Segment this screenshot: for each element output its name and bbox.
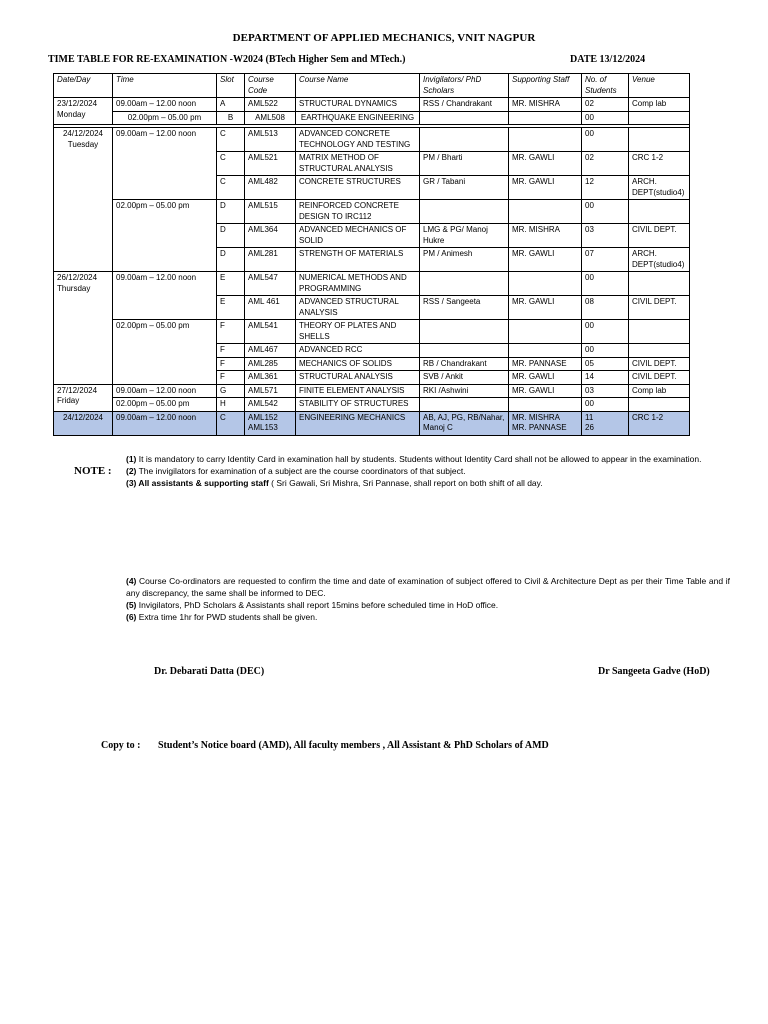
staff-cell: MR. GAWLI: [509, 176, 582, 200]
venue-cell: [629, 344, 690, 358]
course-name-cell: MATRIX METHOD OF STRUCTURAL ANALYSIS: [296, 152, 420, 176]
table-row: [54, 384, 690, 398]
note-1: (1) It is mandatory to carry Identity Card in examination hall by students. Students without Identity Card shall not be allowed to appear in the examination.: [126, 454, 702, 464]
invigilator-cell: [420, 128, 509, 152]
invigilator-cell: [420, 344, 509, 358]
table-row: [54, 128, 690, 152]
code-cell: AML482: [245, 176, 296, 200]
note-label: NOTE :: [74, 465, 112, 477]
notes-section-1: [126, 453, 730, 489]
staff-cell: [509, 200, 582, 224]
course-name-cell: ENGINEERING MECHANICS: [296, 411, 420, 435]
students-cell: 03: [582, 224, 629, 248]
time-cell: 09.00am – 12.00 noon: [113, 272, 217, 320]
slot-cell: F: [217, 320, 245, 344]
students-cell: 14: [582, 371, 629, 385]
invigilator-cell: [420, 111, 509, 125]
signature-hod: Dr Sangeeta Gadve (HoD): [598, 666, 710, 677]
header-time: Time: [113, 74, 217, 98]
venue-cell: [629, 398, 690, 412]
students-cell: 02: [582, 98, 629, 112]
code-cell: AML542: [245, 398, 296, 412]
department-title: DEPARTMENT OF APPLIED MECHANICS, VNIT NAGPUR: [232, 32, 536, 44]
students-cell: 12: [582, 176, 629, 200]
venue-cell: CIVIL DEPT.: [629, 371, 690, 385]
course-name-cell: STRUCTURAL ANALYSIS: [296, 371, 420, 385]
time-cell: 02.00pm – 05.00 pm: [113, 398, 217, 412]
venue-cell: [629, 320, 690, 344]
students-cell: 08: [582, 296, 629, 320]
time-cell: 09.00am – 12.00 noon: [113, 98, 217, 112]
time-cell: 02.00pm – 05.00 pm: [113, 200, 217, 272]
venue-cell: [629, 111, 690, 125]
table-header-row: [54, 74, 690, 98]
header-invigilators: Invigilators/ PhD Scholars: [420, 74, 509, 98]
venue-cell: CRC 1-2: [629, 411, 690, 435]
header-venue: Venue: [629, 74, 690, 98]
course-name-cell: THEORY OF PLATES AND SHELLS: [296, 320, 420, 344]
table-row: [54, 98, 690, 112]
slot-cell: F: [217, 344, 245, 358]
code-cell: AML513: [245, 128, 296, 152]
note-2: (2) The invigilators for examination of a subject are the course coordinators of that subject.: [126, 466, 466, 476]
students-cell: 00: [582, 398, 629, 412]
header-course-code: Course Code: [245, 74, 296, 98]
date-cell: 26/12/2024 Thursday: [54, 272, 113, 385]
header-students: No. of Students: [582, 74, 629, 98]
time-cell: 09.00am – 12.00 noon: [113, 411, 217, 435]
venue-cell: CIVIL DEPT.: [629, 357, 690, 371]
timetable-title: TIME TABLE FOR RE-EXAMINATION -W2024 (BTech Higher Sem and MTech.): [48, 54, 406, 65]
code-cell: AML508: [245, 111, 296, 125]
course-name-cell: CONCRETE STRUCTURES: [296, 176, 420, 200]
slot-cell: B: [217, 111, 245, 125]
staff-cell: MR. GAWLI: [509, 384, 582, 398]
staff-cell: [509, 320, 582, 344]
code-cell: AML547: [245, 272, 296, 296]
date-cell: 24/12/2024: [54, 411, 113, 435]
invigilator-cell: [420, 320, 509, 344]
venue-cell: ARCH. DEPT(studio4): [629, 176, 690, 200]
course-name-cell: STRUCTURAL DYNAMICS: [296, 98, 420, 112]
course-name-cell: NUMERICAL METHODS AND PROGRAMMING: [296, 272, 420, 296]
slot-cell: C: [217, 176, 245, 200]
venue-cell: Comp lab: [629, 384, 690, 398]
note-6: (6) Extra time 1hr for PWD students shall be given.: [126, 612, 318, 622]
staff-cell: [509, 398, 582, 412]
time-cell: 09.00am – 12.00 noon: [113, 128, 217, 200]
students-cell: 00: [582, 344, 629, 358]
header-course-name: Course Name: [296, 74, 420, 98]
course-name-cell: FINITE ELEMENT ANALYSIS: [296, 384, 420, 398]
signature-dec: Dr. Debarati Datta (DEC): [154, 666, 265, 677]
staff-cell: MR. GAWLI: [509, 152, 582, 176]
code-cell: AML522: [245, 98, 296, 112]
table-row: [54, 398, 690, 412]
staff-cell: [509, 272, 582, 296]
table-row-highlighted: [54, 411, 690, 435]
students-cell: 00: [582, 272, 629, 296]
note-4: (4) Course Co-ordinators are requested to confirm the time and date of examination of subject offered to Civil & Architecture Dept as per their Time Table and if any discrepancy, the same shall be informed to DEC.: [126, 576, 730, 598]
slot-cell: H: [217, 398, 245, 412]
invigilator-cell: PM / Bharti: [420, 152, 509, 176]
staff-cell: MR. MISHRA: [509, 224, 582, 248]
table-row: [54, 200, 690, 224]
invigilator-cell: GR / Tabani: [420, 176, 509, 200]
note-3: (3) All assistants & supporting staff ( Sri Gawali, Sri Mishra, Sri Pannase, shall report on both shift of all day.: [126, 478, 543, 488]
copy-to-label: Copy to :: [101, 740, 141, 751]
slot-cell: F: [217, 371, 245, 385]
invigilator-cell: RSS / Chandrakant: [420, 98, 509, 112]
code-cell: AML152 AML153: [245, 411, 296, 435]
venue-cell: Comp lab: [629, 98, 690, 112]
invigilator-cell: [420, 200, 509, 224]
note-5: (5) Invigilators, PhD Scholars & Assistants shall report 15mins before scheduled time in HoD office.: [126, 600, 499, 610]
staff-cell: MR. MISHRA MR. PANNASE: [509, 411, 582, 435]
course-name-cell: ADVANCED RCC: [296, 344, 420, 358]
students-cell: 07: [582, 248, 629, 272]
invigilator-cell: RKI /Ashwini: [420, 384, 509, 398]
table-row: [54, 111, 690, 125]
header-supporting-staff: Supporting Staff: [509, 74, 582, 98]
students-cell: 00: [582, 111, 629, 125]
code-cell: AML364: [245, 224, 296, 248]
slot-cell: G: [217, 384, 245, 398]
header-date: Date/Day: [54, 74, 113, 98]
staff-cell: MR. GAWLI: [509, 248, 582, 272]
venue-cell: [629, 200, 690, 224]
course-name-cell: ADVANCED CONCRETE TECHNOLOGY AND TESTING: [296, 128, 420, 152]
time-cell: 09.00am – 12.00 noon: [113, 384, 217, 398]
invigilator-cell: [420, 272, 509, 296]
invigilator-cell: PM / Animesh: [420, 248, 509, 272]
code-cell: AML281: [245, 248, 296, 272]
time-cell: 02.00pm – 05.00 pm: [113, 320, 217, 385]
code-cell: AML515: [245, 200, 296, 224]
time-cell: 02.00pm – 05.00 pm: [113, 111, 217, 125]
code-cell: AML361: [245, 371, 296, 385]
invigilator-cell: [420, 398, 509, 412]
course-name-cell: REINFORCED CONCRETE DESIGN TO IRC112: [296, 200, 420, 224]
slot-cell: D: [217, 248, 245, 272]
venue-cell: [629, 272, 690, 296]
slot-cell: E: [217, 296, 245, 320]
students-cell: 00: [582, 200, 629, 224]
table-row: [54, 320, 690, 344]
venue-cell: ARCH. DEPT(studio4): [629, 248, 690, 272]
timetable: [53, 73, 690, 436]
slot-cell: E: [217, 272, 245, 296]
slot-cell: D: [217, 200, 245, 224]
slot-cell: F: [217, 357, 245, 371]
code-cell: AML521: [245, 152, 296, 176]
copy-to-recipients: Student’s Notice board (AMD), All faculty members , All Assistant & PhD Scholars of AMD: [158, 740, 549, 751]
students-cell: 00: [582, 320, 629, 344]
notice-date: DATE 13/12/2024: [570, 54, 646, 65]
venue-cell: CIVIL DEPT.: [629, 296, 690, 320]
invigilator-cell: SVB / Ankit: [420, 371, 509, 385]
code-cell: AML 461: [245, 296, 296, 320]
invigilator-cell: RSS / Sangeeta: [420, 296, 509, 320]
code-cell: AML467: [245, 344, 296, 358]
slot-cell: C: [217, 411, 245, 435]
slot-cell: C: [217, 128, 245, 152]
course-name-cell: ADVANCED STRUCTURAL ANALYSIS: [296, 296, 420, 320]
venue-cell: [629, 128, 690, 152]
venue-cell: CIVIL DEPT.: [629, 224, 690, 248]
notes-section-2: [126, 575, 730, 623]
course-name-cell: MECHANICS OF SOLIDS: [296, 357, 420, 371]
invigilator-cell: LMG & PG/ Manoj Hukre: [420, 224, 509, 248]
students-cell: 00: [582, 128, 629, 152]
invigilator-cell: AB, AJ, PG, RB/Nahar, Manoj C: [420, 411, 509, 435]
venue-cell: CRC 1-2: [629, 152, 690, 176]
slot-cell: D: [217, 224, 245, 248]
staff-cell: [509, 111, 582, 125]
course-name-cell: ADVANCED MECHANICS OF SOLID: [296, 224, 420, 248]
header-slot: Slot: [217, 74, 245, 98]
staff-cell: MR. PANNASE: [509, 357, 582, 371]
students-cell: 05: [582, 357, 629, 371]
code-cell: AML541: [245, 320, 296, 344]
code-cell: AML571: [245, 384, 296, 398]
staff-cell: MR. GAWLI: [509, 371, 582, 385]
slot-cell: A: [217, 98, 245, 112]
code-cell: AML285: [245, 357, 296, 371]
staff-cell: [509, 344, 582, 358]
course-name-cell: EARTHQUAKE ENGINEERING: [296, 111, 420, 125]
students-cell: 03: [582, 384, 629, 398]
slot-cell: C: [217, 152, 245, 176]
table-row: [54, 272, 690, 296]
students-cell: 02: [582, 152, 629, 176]
course-name-cell: STABILITY OF STRUCTURES: [296, 398, 420, 412]
date-cell: 24/12/2024 Tuesday: [54, 128, 113, 272]
staff-cell: MR. MISHRA: [509, 98, 582, 112]
date-cell: 23/12/2024 Monday: [54, 98, 113, 125]
course-name-cell: STRENGTH OF MATERIALS: [296, 248, 420, 272]
staff-cell: MR. GAWLI: [509, 296, 582, 320]
date-cell: 27/12/2024 Friday: [54, 384, 113, 411]
students-cell: 11 26: [582, 411, 629, 435]
invigilator-cell: RB / Chandrakant: [420, 357, 509, 371]
staff-cell: [509, 128, 582, 152]
